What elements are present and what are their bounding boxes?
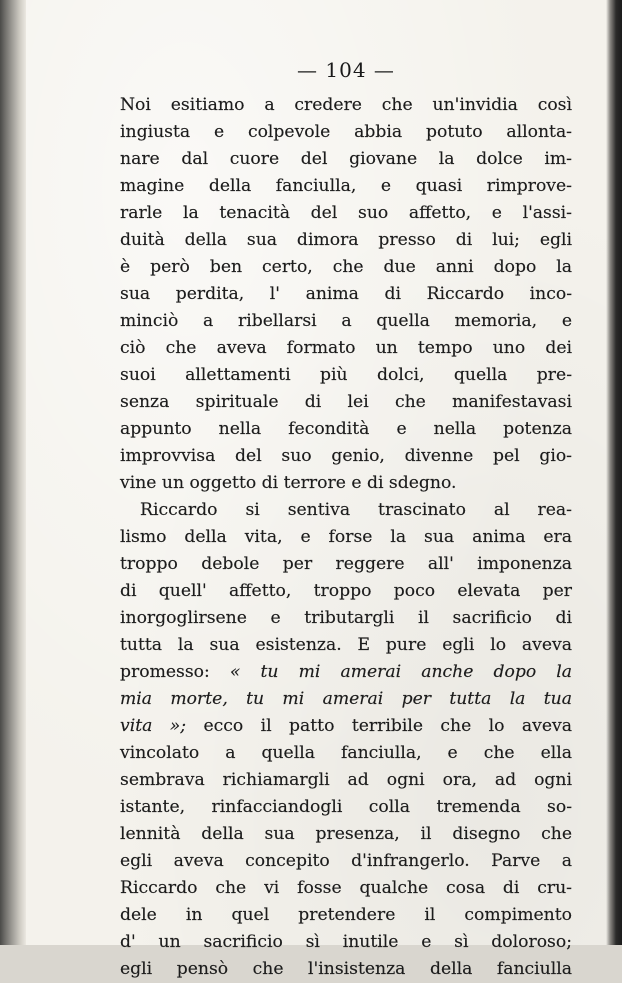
text-line: duità della sua dimora presso di lui; egli xyxy=(120,230,572,250)
text-line: lennità della sua presenza, il disegno che xyxy=(120,824,572,844)
page-number: — 104 — xyxy=(297,58,395,82)
text-line: Riccardo che vi fosse qualche cosa di cru- xyxy=(120,878,572,898)
text-line: è però ben certo, che due anni dopo la xyxy=(120,257,572,277)
text-line: senza spirituale di lei che manifestavasi xyxy=(120,392,572,412)
text-line: vincolato a quella fanciulla, e che ella xyxy=(120,743,572,763)
text-run: ecco il patto terribile che lo aveva xyxy=(203,716,572,736)
text-line: inorgoglirsene e tributargli il sacrificio di xyxy=(120,608,572,628)
text-line: sua perdita, l' anima di Riccardo inco- xyxy=(120,284,572,304)
text-line: dele in quel pretendere il compimento xyxy=(120,905,572,925)
text-run: promesso: xyxy=(120,662,210,682)
text-line: tutta la sua esistenza. E pure egli lo aveva xyxy=(120,635,572,655)
body-text xyxy=(120,92,572,983)
text-line: sembrava richiamargli ad ogni ora, ad ogni xyxy=(120,770,572,790)
text-line-italic xyxy=(120,686,572,713)
book-spine-shadow xyxy=(0,0,26,945)
text-line: suoi allettamenti più dolci, quella pre- xyxy=(120,365,572,385)
text-line: istante, rinfacciandogli colla tremenda so- xyxy=(120,797,572,817)
text-line: egli pensò che l'insistenza della fanciulla xyxy=(120,959,572,979)
text-line: Noi esitiamo a credere che un'invidia così xyxy=(120,95,572,115)
text-line: vine un oggetto di terrore e di sdegno. xyxy=(120,473,457,493)
text-line: d' un sacrificio sì inutile e sì doloroso; xyxy=(120,932,572,952)
text-line: minciò a ribellarsi a quella memoria, e xyxy=(120,311,572,331)
text-line: ciò che aveva formato un tempo uno dei xyxy=(120,338,572,358)
text-line: troppo debole per reggere all' imponenza xyxy=(120,554,572,574)
text-line: di quell' affetto, troppo poco elevata per xyxy=(120,581,572,601)
paragraph-first-line: Riccardo si sentiva trascinato al rea- xyxy=(140,500,572,520)
text-line-mixed xyxy=(120,659,572,686)
text-line: rarle la tenacità del suo affetto, e l'assi- xyxy=(120,203,572,223)
page-edge-shadow xyxy=(606,0,622,945)
quoted-promise-italic: vita »; xyxy=(120,716,187,736)
quoted-promise-italic: « tu mi amerai anche dopo la xyxy=(229,662,573,682)
text-line-mixed xyxy=(120,713,572,740)
text-line: nare dal cuore del giovane la dolce im- xyxy=(120,149,572,169)
text-line: magine della fanciulla, e quasi rimprove- xyxy=(120,176,572,196)
quoted-promise-italic: mia morte, tu mi amerai per tutta la tua xyxy=(120,689,572,709)
text-line: ingiusta e colpevole abbia potuto allonta- xyxy=(120,122,572,142)
text-line: egli aveva concepito d'infrangerlo. Parve a xyxy=(120,851,572,871)
text-line: lismo della vita, e forse la sua anima era xyxy=(120,527,572,547)
text-line: improvvisa del suo genio, divenne pel gio- xyxy=(120,446,572,466)
text-line: appunto nella fecondità e nella potenza xyxy=(120,419,572,439)
